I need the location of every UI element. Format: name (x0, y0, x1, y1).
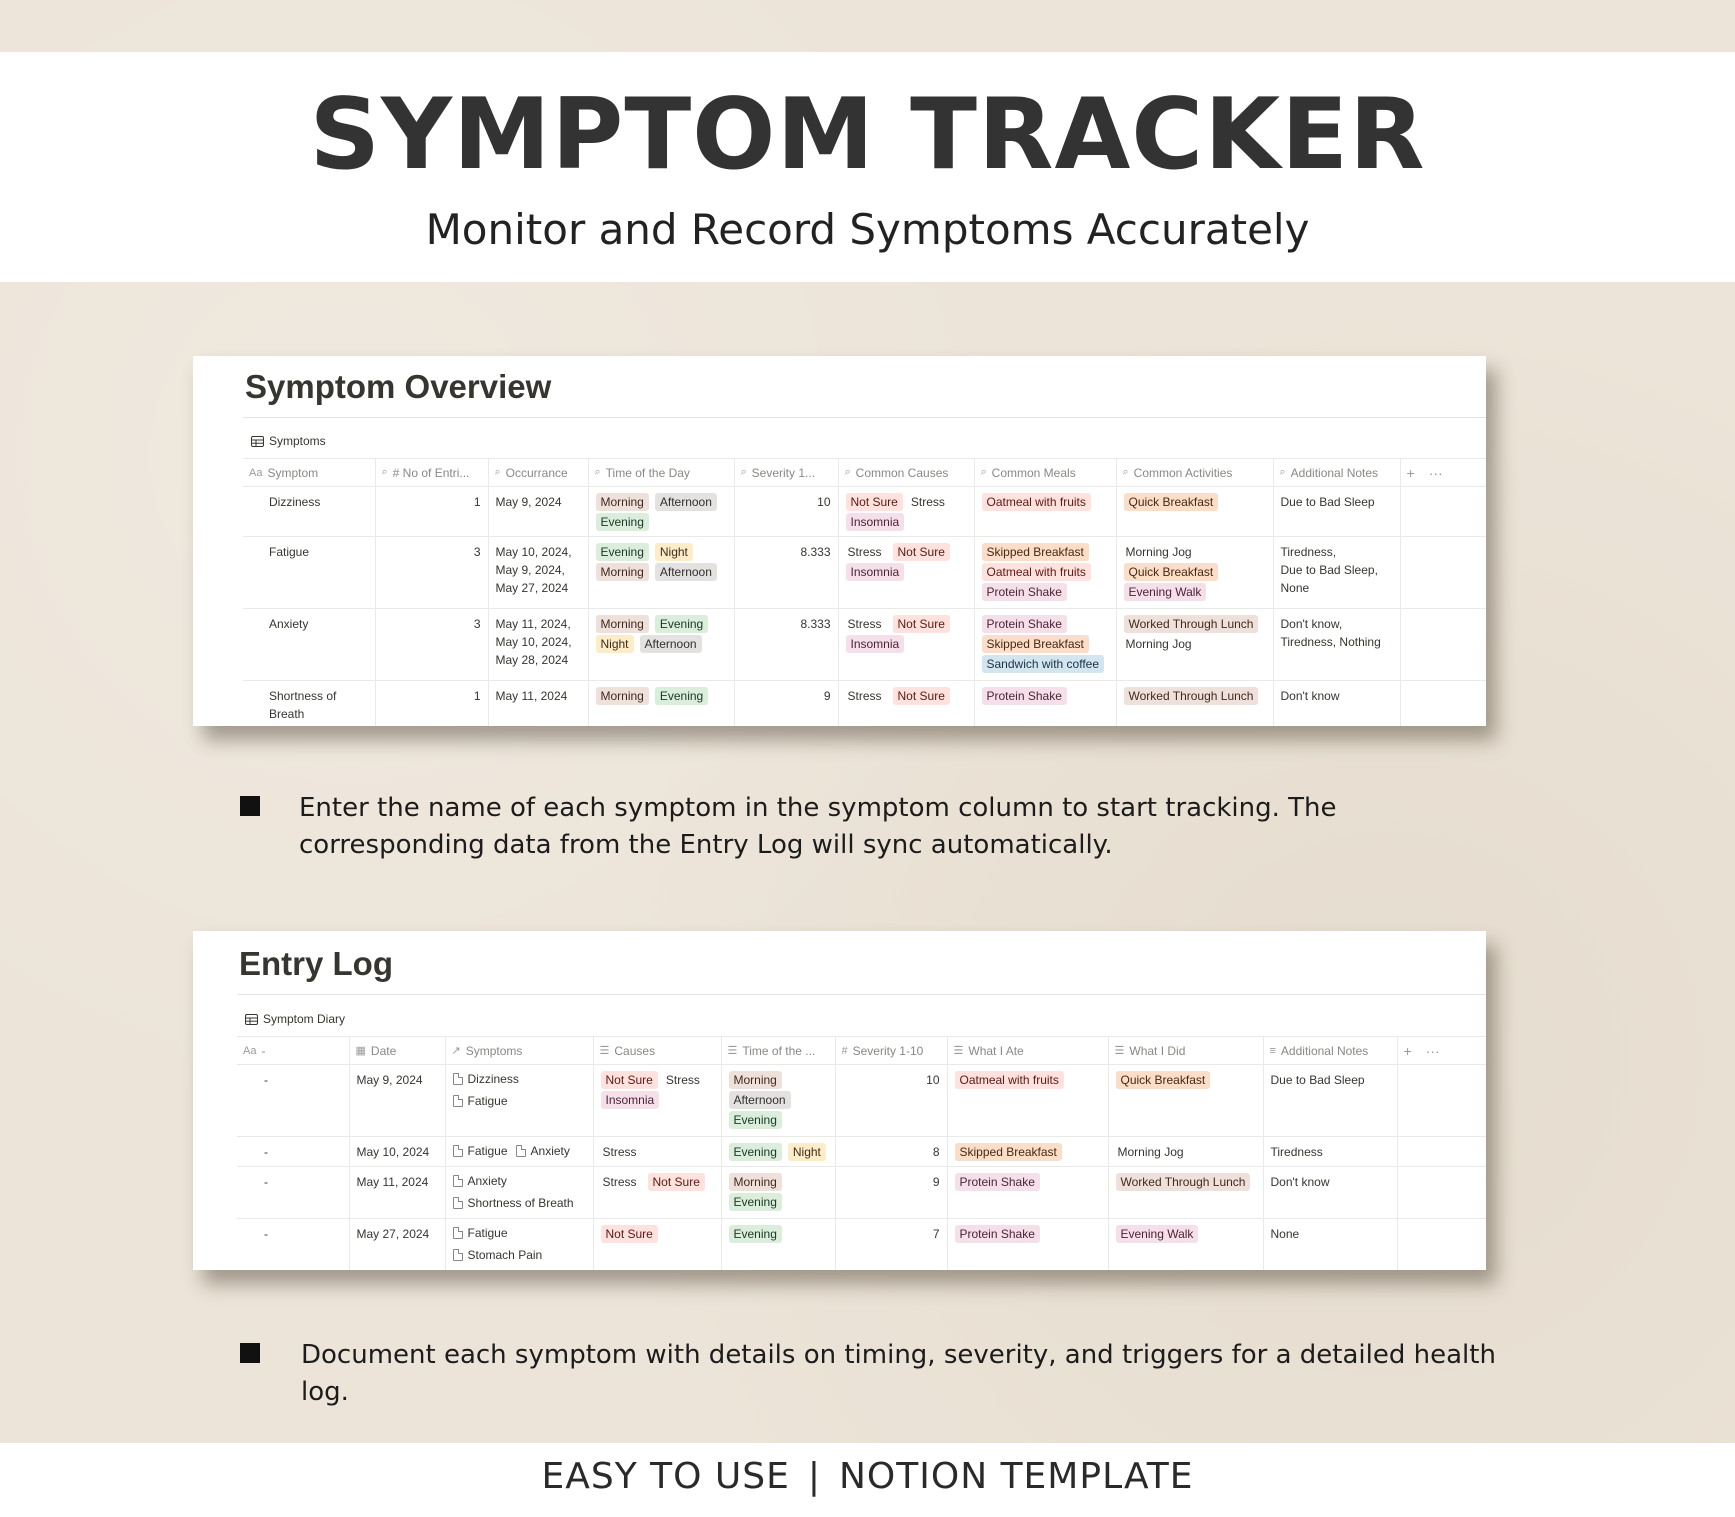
page-title: SYMPTOM TRACKER (309, 78, 1426, 192)
tags-cell[interactable] (593, 1137, 721, 1167)
empty-cell (1400, 681, 1486, 727)
column-header-label: Common Activities (1133, 465, 1233, 480)
entry-log-db-view-tab[interactable] (245, 1012, 345, 1026)
column-header[interactable] (1116, 459, 1273, 487)
severity-cell[interactable]: 8.333 (734, 609, 838, 681)
select-tag: Not Sure (648, 1173, 705, 1191)
notes-cell[interactable]: Due to Bad Sleep (1263, 1065, 1397, 1137)
select-tag: Stress (665, 1073, 700, 1087)
column-header-label: Severity 1... (751, 465, 816, 480)
text-lines-icon: ≡ (1269, 1044, 1276, 1057)
column-header-label: Occurrance (505, 465, 568, 480)
select-tag: Afternoon (729, 1091, 791, 1109)
column-header[interactable] (721, 1037, 835, 1065)
symptom-page-label: Stomach Pain (467, 1248, 543, 1262)
tags-cell[interactable] (721, 1137, 835, 1167)
tags-cell[interactable] (947, 1167, 1108, 1219)
select-tag: Morning (596, 563, 649, 581)
table-row[interactable] (237, 1065, 1486, 1137)
tags-cell[interactable] (838, 609, 974, 681)
column-header-label: Common Causes (855, 465, 949, 480)
notes-cell[interactable]: None (1263, 1219, 1397, 1271)
entry-count-cell[interactable]: 3 (375, 609, 488, 681)
tags-cell[interactable] (588, 681, 734, 727)
select-tag: Afternoon (655, 493, 717, 511)
column-header-label: Symptom (267, 465, 319, 480)
tags-cell[interactable] (721, 1065, 835, 1137)
select-tag: Skipped Breakfast (982, 543, 1089, 561)
select-tag: Protein Shake (982, 687, 1067, 705)
select-tag: Morning Jog (1125, 637, 1192, 651)
column-header-label: Additional Notes (1290, 465, 1379, 480)
select-tag: Quick Breakfast (1124, 563, 1219, 581)
symptom-page-link[interactable] (453, 1244, 578, 1266)
select-tag: Night (596, 635, 634, 653)
tags-cell[interactable] (1108, 1219, 1263, 1271)
empty-cell (1400, 609, 1486, 681)
tags-cell[interactable] (593, 1167, 721, 1219)
symptom-page-link[interactable] (516, 1140, 570, 1162)
footer-tagline (0, 1456, 1735, 1497)
page-icon (453, 1073, 463, 1085)
entry-name-cell[interactable]: - (237, 1137, 349, 1167)
notes-cell[interactable] (1273, 609, 1400, 681)
symptoms-relation-cell[interactable] (445, 1167, 593, 1219)
bullet-square-icon (240, 1343, 260, 1363)
empty-cell (1397, 1065, 1486, 1137)
symptom-page-label: Anxiety (467, 1174, 507, 1188)
select-tag: Not Sure (893, 615, 950, 633)
page-subtitle: Monitor and Record Symptoms Accurately (425, 205, 1310, 254)
tags-cell[interactable] (974, 537, 1116, 609)
select-tag: Afternoon (655, 563, 717, 581)
select-tag: Skipped Breakfast (955, 1143, 1062, 1161)
tags-cell[interactable] (947, 1219, 1108, 1271)
add-property-plus-icon[interactable]: + (1406, 464, 1415, 481)
tags-cell[interactable] (1116, 537, 1273, 609)
symptom-page-label: Dizziness (467, 1072, 519, 1086)
select-tag: Evening (596, 513, 649, 531)
empty-cell (1400, 537, 1486, 609)
symptom-page-link[interactable] (453, 1068, 578, 1090)
occurrance-cell-line: May 11, 2024 (495, 689, 568, 703)
select-tag: Stress (847, 689, 882, 703)
select-tag: Oatmeal with fruits (982, 493, 1091, 511)
column-header[interactable] (1108, 1037, 1263, 1065)
tags-cell[interactable] (1108, 1065, 1263, 1137)
column-header[interactable] (835, 1037, 947, 1065)
entry-log-title: Entry Log (239, 945, 393, 982)
entry-name-cell[interactable]: - (237, 1219, 349, 1271)
overview-title: Symptom Overview (245, 368, 552, 405)
more-options-icon[interactable]: ··· (1428, 464, 1443, 481)
instruction-bullet-2 (240, 1337, 1500, 1411)
select-tag: Evening (729, 1225, 782, 1243)
search-icon: ⌕ (494, 466, 501, 478)
column-header-label: Severity 1-10 (852, 1043, 924, 1058)
tags-cell[interactable] (721, 1219, 835, 1271)
notes-cell-line: Don't know (1280, 689, 1340, 703)
entry-log-db-label: Symptom Diary (263, 1012, 346, 1026)
symptom-page-label: Fatigue (467, 1094, 508, 1108)
notes-cell[interactable] (1273, 681, 1400, 727)
select-tag: Stress (910, 495, 945, 509)
select-tag: Morning Jog (1117, 1145, 1184, 1159)
occurrance-cell[interactable] (488, 487, 588, 537)
column-header[interactable] (1263, 1037, 1397, 1065)
table-row[interactable] (243, 681, 1486, 727)
column-header[interactable] (488, 459, 588, 487)
tags-cell[interactable] (593, 1219, 721, 1271)
select-tag: Oatmeal with fruits (955, 1071, 1064, 1089)
tags-cell[interactable] (974, 487, 1116, 537)
occurrance-cell-line: May 10, 2024, (495, 545, 572, 559)
tags-cell[interactable] (1116, 609, 1273, 681)
column-header-label: # No of Entri... (392, 465, 470, 480)
table-icon (245, 1014, 258, 1025)
footer-separator: | (807, 1456, 821, 1497)
empty-cell (1397, 1219, 1486, 1271)
symptom-page-link[interactable] (453, 1170, 578, 1192)
column-header-label: Common Meals (991, 465, 1076, 480)
search-icon: ⌕ (844, 466, 851, 478)
entry-count-cell[interactable]: 1 (375, 681, 488, 727)
entry-count-cell[interactable]: 3 (375, 537, 488, 609)
tags-cell[interactable] (838, 487, 974, 537)
select-tag: Stress (847, 545, 882, 559)
list-icon: ☰ (1114, 1045, 1125, 1057)
select-tag: Night (655, 543, 693, 561)
number-property-icon: # (841, 1044, 848, 1057)
calendar-icon: ▦ (355, 1045, 366, 1057)
select-tag: Evening (596, 543, 649, 561)
select-tag: Not Sure (601, 1071, 658, 1089)
page-icon (516, 1145, 526, 1157)
search-icon: ⌕ (1122, 466, 1129, 478)
footer-easy-to-use: EASY TO USE (541, 1456, 790, 1497)
tags-cell[interactable] (1108, 1137, 1263, 1167)
table-row[interactable] (243, 487, 1486, 537)
page-icon (453, 1175, 463, 1187)
column-header-label: Causes (614, 1043, 656, 1058)
select-tag: Evening (655, 615, 708, 633)
select-tag: Not Sure (893, 543, 950, 561)
empty-cell (1397, 1167, 1486, 1219)
list-icon: ☰ (599, 1045, 610, 1057)
tags-cell[interactable] (588, 487, 734, 537)
table-controls (1400, 459, 1486, 487)
symptom-page-label: Shortness of Breath (467, 1196, 574, 1210)
table-row[interactable] (237, 1219, 1486, 1271)
select-tag: Evening (655, 687, 708, 705)
tags-cell[interactable] (838, 537, 974, 609)
column-header[interactable] (974, 459, 1116, 487)
title-property-icon: Aa (243, 1044, 257, 1057)
select-tag: Insomnia (846, 563, 905, 581)
page-icon (453, 1249, 463, 1261)
tags-cell[interactable] (974, 609, 1116, 681)
empty-cell (1397, 1137, 1486, 1167)
severity-cell[interactable]: 8.333 (734, 537, 838, 609)
search-icon: ⌕ (1279, 466, 1286, 478)
select-tag: Afternoon (640, 635, 702, 653)
notes-cell-line: Tiredness, Nothing (1280, 635, 1381, 649)
notes-cell[interactable]: Don't know (1263, 1167, 1397, 1219)
select-tag: Stress (847, 617, 882, 631)
notes-cell[interactable] (1273, 537, 1400, 609)
notes-cell-line: Due to Bad Sleep, (1280, 563, 1378, 577)
select-tag: Night (788, 1143, 826, 1161)
severity-cell[interactable]: 10 (734, 487, 838, 537)
table-icon (251, 436, 264, 447)
entry-log-table (237, 1036, 1486, 1270)
entry-name-cell[interactable]: - (237, 1065, 349, 1137)
select-tag: Insomnia (846, 513, 905, 531)
tags-cell[interactable] (721, 1167, 835, 1219)
date-cell[interactable]: May 27, 2024 (349, 1219, 445, 1271)
list-icon: ☰ (953, 1045, 964, 1057)
severity-cell[interactable]: 8 (835, 1137, 947, 1167)
select-tag: Skipped Breakfast (982, 635, 1089, 653)
symptom-name-cell[interactable]: Dizziness (243, 487, 375, 537)
column-header[interactable] (445, 1037, 593, 1065)
search-icon: ⌕ (980, 466, 987, 478)
tags-cell[interactable] (1116, 487, 1273, 537)
tags-cell[interactable] (947, 1065, 1108, 1137)
select-tag: Evening Walk (1124, 583, 1207, 601)
more-options-icon[interactable]: ··· (1425, 1042, 1440, 1059)
overview-table (243, 458, 1486, 726)
select-tag: Morning (596, 615, 649, 633)
notes-cell-line: Due to Bad Sleep (1280, 495, 1375, 509)
symptom-overview-panel (193, 356, 1486, 726)
occurrance-cell-line: May 27, 2024 (495, 581, 569, 595)
tags-cell[interactable] (593, 1065, 721, 1137)
select-tag: Morning (596, 687, 649, 705)
select-tag: Sandwich with coffee (982, 655, 1105, 673)
column-header[interactable] (349, 1037, 445, 1065)
occurrance-cell-line: May 28, 2024 (495, 653, 569, 667)
notes-cell-line: None (1280, 581, 1310, 595)
select-tag: Insomnia (601, 1091, 660, 1109)
column-header[interactable] (243, 459, 375, 487)
select-tag: Stress (602, 1175, 637, 1189)
column-header-label: Date (370, 1043, 397, 1058)
severity-cell[interactable]: 9 (734, 681, 838, 727)
date-cell[interactable]: May 11, 2024 (349, 1167, 445, 1219)
symptoms-relation-cell[interactable] (445, 1219, 593, 1271)
tags-cell[interactable] (838, 681, 974, 727)
occurrance-cell[interactable] (488, 537, 588, 609)
entry-log-title-divider (237, 994, 1486, 995)
tags-cell[interactable] (1108, 1167, 1263, 1219)
page-icon (453, 1227, 463, 1239)
column-header-label: Time of the ... (742, 1043, 816, 1058)
overview-db-view-tab[interactable] (251, 434, 326, 448)
entry-name-cell[interactable]: - (237, 1167, 349, 1219)
occurrance-cell[interactable] (488, 609, 588, 681)
symptom-page-label: Anxiety (530, 1144, 570, 1158)
select-tag: Worked Through Lunch (1124, 687, 1259, 705)
select-tag: Protein Shake (955, 1173, 1040, 1191)
select-tag: Protein Shake (955, 1225, 1040, 1243)
column-header-label: Additional Notes (1280, 1043, 1369, 1058)
column-header-label: - (261, 1043, 266, 1058)
select-tag: Oatmeal with fruits (982, 563, 1091, 581)
select-tag: Evening (729, 1143, 782, 1161)
column-header-label: Symptoms (465, 1043, 523, 1058)
select-tag: Stress (602, 1145, 637, 1159)
column-header[interactable] (838, 459, 974, 487)
select-tag: Not Sure (601, 1225, 658, 1243)
notes-cell-line: Don't know, (1280, 617, 1343, 631)
tags-cell[interactable] (947, 1137, 1108, 1167)
search-icon: ⌕ (594, 466, 601, 478)
select-tag: Morning Jog (1125, 545, 1192, 559)
select-tag: Protein Shake (982, 583, 1067, 601)
column-header[interactable] (588, 459, 734, 487)
occurrance-cell-line: May 10, 2024, (495, 635, 572, 649)
search-icon: ⌕ (740, 466, 747, 478)
page-icon (453, 1095, 463, 1107)
column-header-label: Time of the Day (605, 465, 690, 480)
notes-cell-line: Tiredness, (1280, 545, 1337, 559)
table-row[interactable] (237, 1137, 1486, 1167)
select-tag: Insomnia (846, 635, 905, 653)
column-header[interactable] (1273, 459, 1400, 487)
tags-cell[interactable] (1116, 681, 1273, 727)
select-tag: Quick Breakfast (1124, 493, 1219, 511)
page-icon (453, 1145, 463, 1157)
overview-db-label: Symptoms (269, 434, 326, 448)
date-cell[interactable]: May 10, 2024 (349, 1137, 445, 1167)
occurrance-cell-line: May 9, 2024 (495, 495, 562, 509)
select-tag: Worked Through Lunch (1124, 615, 1259, 633)
occurrance-cell[interactable] (488, 681, 588, 727)
entry-count-cell[interactable]: 1 (375, 487, 488, 537)
select-tag: Worked Through Lunch (1116, 1173, 1251, 1191)
column-header[interactable] (947, 1037, 1108, 1065)
severity-cell[interactable]: 10 (835, 1065, 947, 1137)
select-tag: Evening Walk (1116, 1225, 1199, 1243)
symptom-name-cell[interactable]: Anxiety (243, 609, 375, 681)
entry-log-panel (193, 931, 1486, 1270)
select-tag: Morning (729, 1071, 782, 1089)
page-icon (453, 1197, 463, 1209)
list-icon: ☰ (727, 1045, 738, 1057)
column-header[interactable] (593, 1037, 721, 1065)
instruction-text-1: Enter the name of each symptom in the symptom column to start tracking. The corresponding data from the Entry Log will sync automatically. (299, 793, 1337, 860)
title-property-icon: Aa (249, 466, 263, 479)
symptom-name-cell[interactable]: Fatigue (243, 537, 375, 609)
severity-cell[interactable]: 7 (835, 1219, 947, 1271)
table-row[interactable] (243, 537, 1486, 609)
symptoms-relation-cell[interactable] (445, 1137, 593, 1167)
footer-notion-template: NOTION TEMPLATE (838, 1456, 1194, 1497)
symptom-page-link[interactable] (453, 1090, 578, 1112)
symptom-page-link[interactable] (453, 1192, 578, 1214)
select-tag: Protein Shake (982, 615, 1067, 633)
table-controls (1397, 1037, 1486, 1065)
symptom-name-cell[interactable]: Shortness of Breath (243, 681, 375, 727)
instruction-bullet-1 (240, 790, 1460, 864)
occurrance-cell-line: May 9, 2024, (495, 563, 565, 577)
tags-cell[interactable] (588, 609, 734, 681)
date-cell[interactable]: May 9, 2024 (349, 1065, 445, 1137)
empty-cell (1400, 487, 1486, 537)
symptoms-relation-cell[interactable] (445, 1065, 593, 1137)
column-header-label: What I Did (1129, 1043, 1186, 1058)
table-row[interactable] (237, 1167, 1486, 1219)
notes-cell[interactable]: Tiredness (1263, 1137, 1397, 1167)
select-tag: Not Sure (846, 493, 903, 511)
column-header[interactable] (734, 459, 838, 487)
bullet-square-icon (240, 796, 260, 816)
symptom-page-link[interactable] (453, 1222, 578, 1244)
overview-title-divider (243, 417, 1486, 418)
select-tag: Morning (729, 1173, 782, 1191)
search-icon: ⌕ (381, 466, 388, 478)
severity-cell[interactable]: 9 (835, 1167, 947, 1219)
column-header-label: What I Ate (968, 1043, 1024, 1058)
occurrance-cell-line: May 11, 2024, (495, 617, 571, 631)
symptom-page-label: Fatigue (467, 1226, 508, 1240)
select-tag: Quick Breakfast (1116, 1071, 1211, 1089)
relation-arrow-icon: ↗ (451, 1045, 461, 1057)
select-tag: Evening (729, 1193, 782, 1211)
column-header[interactable] (375, 459, 488, 487)
column-header[interactable] (237, 1037, 349, 1065)
tags-cell[interactable] (588, 537, 734, 609)
notes-cell[interactable] (1273, 487, 1400, 537)
table-row[interactable] (243, 609, 1486, 681)
tags-cell[interactable] (974, 681, 1116, 727)
select-tag: Evening (729, 1111, 782, 1129)
select-tag: Morning (596, 493, 649, 511)
add-property-plus-icon[interactable]: + (1403, 1042, 1412, 1059)
select-tag: Not Sure (893, 687, 950, 705)
instruction-text-2: Document each symptom with details on timing, severity, and triggers for a detailed health log. (301, 1340, 1496, 1407)
symptom-page-link[interactable] (453, 1140, 508, 1162)
symptom-page-label: Fatigue (467, 1144, 508, 1158)
